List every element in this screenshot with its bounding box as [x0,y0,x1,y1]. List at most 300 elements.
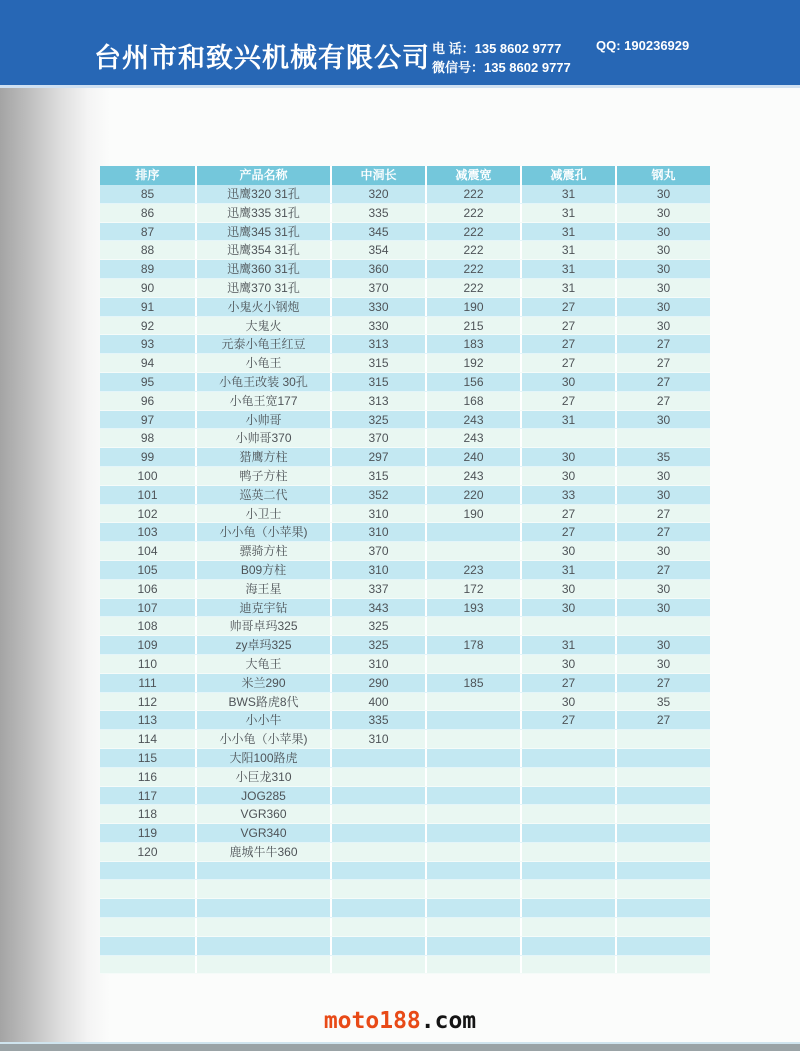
cell-shock-hole: 31 [520,223,615,241]
cell-shock-hole: 31 [520,279,615,297]
table-row [100,241,710,260]
table-row [100,505,710,524]
cell-shock-width: 178 [425,636,520,654]
cell-product-name: 鹿城牛牛360 [195,843,330,861]
cell-steel-pellet: 30 [615,317,710,335]
cell-steel-pellet: 30 [615,580,710,598]
cell-rank: 96 [140,393,155,408]
cell-rank: 113 [137,713,158,728]
cell-rank: 103 [137,525,158,540]
cell-shock-hole [520,862,615,880]
cell-steel-pellet: 27 [615,561,710,579]
cell-mid-hole-length: 325 [330,411,425,429]
cell-mid-hole-length [330,749,425,767]
column-header-shock-width: 减震宽 [425,166,520,185]
cell-product-name: 迅鹰320 31孔 [195,185,330,203]
cell-product-name: 迅鹰354 31孔 [195,241,330,259]
cell-steel-pellet: 30 [615,636,710,654]
table-row [100,486,710,505]
cell-shock-hole: 31 [520,636,615,654]
cell-rank: 86 [140,205,155,220]
cell-rank: 101 [137,487,158,502]
cell-shock-width: 185 [425,674,520,692]
cell-shock-hole [520,824,615,842]
cell-product-name [195,937,330,955]
cell-product-name: 大鬼火 [195,317,330,335]
cell-mid-hole-length [330,899,425,917]
cell-steel-pellet: 35 [615,693,710,711]
table-row [100,467,710,486]
cell-shock-hole [520,768,615,786]
cell-mid-hole-length: 360 [330,260,425,278]
cell-shock-width [425,787,520,805]
cell-mid-hole-length: 345 [330,223,425,241]
cell-steel-pellet [615,730,710,748]
cell-shock-hole: 31 [520,260,615,278]
cell-shock-hole [520,730,615,748]
column-header-steel-pellet: 钢丸 [615,166,710,185]
site-name-text[interactable]: moto188 [323,1008,421,1034]
cell-shock-hole [520,918,615,936]
cell-product-name: B09方柱 [195,561,330,579]
cell-product-name: 小巨龙310 [195,768,330,786]
cell-mid-hole-length [330,862,425,880]
cell-rank: 98 [140,431,155,446]
cell-product-name: 小帅哥 [195,411,330,429]
table-row [100,279,710,298]
cell-shock-hole: 30 [520,599,615,617]
cell-rank: 88 [140,243,155,258]
cell-product-name: 海王星 [195,580,330,598]
cell-steel-pellet: 30 [615,542,710,560]
cell-mid-hole-length: 313 [330,392,425,410]
cell-shock-hole [520,787,615,805]
cell-shock-width: 190 [425,505,520,523]
table-row [100,298,710,317]
cell-rank: 106 [137,581,158,596]
cell-mid-hole-length: 320 [330,185,425,203]
cell-shock-hole [520,899,615,917]
cell-shock-hole: 27 [520,298,615,316]
bottom-edge-strip [0,1042,800,1051]
cell-product-name: 迪克宇钻 [195,599,330,617]
cell-rank: 94 [140,356,155,371]
cell-rank: 97 [140,412,155,427]
cell-mid-hole-length: 370 [330,542,425,560]
cell-mid-hole-length [330,937,425,955]
cell-steel-pellet [615,843,710,861]
cell-mid-hole-length [330,768,425,786]
wechat-number: 微信号：135 8602 9777 [432,60,571,75]
cell-product-name: 小小牛 [195,711,330,729]
cell-steel-pellet [615,768,710,786]
cell-mid-hole-length: 400 [330,693,425,711]
cell-product-name: 迅鹰345 31孔 [195,223,330,241]
cell-mid-hole-length: 315 [330,354,425,372]
cell-rank: 111 [138,675,157,690]
cell-product-name: VGR340 [195,824,330,842]
cell-mid-hole-length: 313 [330,335,425,353]
cell-shock-hole: 27 [520,523,615,541]
cell-steel-pellet [615,937,710,955]
cell-shock-hole: 31 [520,241,615,259]
cell-rank: 91 [140,299,155,314]
cell-product-name [195,880,330,898]
cell-steel-pellet: 30 [615,599,710,617]
table-row [100,749,710,768]
cell-steel-pellet: 30 [615,260,710,278]
cell-mid-hole-length: 370 [330,429,425,447]
cell-shock-width: 192 [425,354,520,372]
cell-steel-pellet: 30 [615,204,710,222]
cell-mid-hole-length: 343 [330,599,425,617]
cell-mid-hole-length [330,956,425,974]
cell-shock-hole [520,843,615,861]
cell-mid-hole-length [330,805,425,823]
cell-product-name: VGR360 [195,805,330,823]
cell-rank: 119 [137,826,158,841]
cell-steel-pellet [615,880,710,898]
cell-steel-pellet: 27 [615,373,710,391]
column-header-shock-hole: 减震孔 [520,166,615,185]
cell-mid-hole-length: 335 [330,204,425,222]
cell-shock-hole: 30 [520,580,615,598]
cell-steel-pellet: 30 [615,223,710,241]
site-watermark[interactable] [0,1008,800,1034]
cell-shock-hole: 33 [520,486,615,504]
cell-rank: 89 [140,262,155,277]
table-row [100,185,710,204]
cell-shock-hole: 31 [520,185,615,203]
cell-rank: 104 [137,544,158,559]
cell-steel-pellet: 27 [615,674,710,692]
cell-rank: 100 [137,468,158,483]
table-row [100,411,710,430]
cell-shock-hole: 27 [520,505,615,523]
table-row [100,674,710,693]
table-row [100,599,710,618]
cell-shock-hole [520,937,615,955]
column-header-mid-hole-length: 中洞长 [330,166,425,185]
cell-rank: 92 [140,318,155,333]
cell-shock-width: 223 [425,561,520,579]
site-tld-text[interactable]: .com [420,1008,477,1034]
cell-shock-width [425,918,520,936]
cell-shock-width [425,730,520,748]
table-row [100,918,710,937]
cell-product-name: 鸭子方柱 [195,467,330,485]
cell-shock-hole [520,880,615,898]
cell-steel-pellet: 27 [615,711,710,729]
cell-steel-pellet: 30 [615,467,710,485]
cell-product-name: 小龟王改装 30孔 [195,373,330,391]
cell-shock-width: 243 [425,429,520,447]
cell-product-name: 小卫士 [195,505,330,523]
product-spec-table [100,166,710,974]
table-row [100,937,710,956]
cell-shock-hole: 30 [520,373,615,391]
cell-mid-hole-length [330,787,425,805]
cell-shock-width [425,711,520,729]
cell-shock-hole [520,805,615,823]
cell-product-name: 迅鹰370 31孔 [195,279,330,297]
cell-shock-hole: 31 [520,561,615,579]
cell-rank: 112 [137,694,158,709]
cell-rank: 95 [140,374,155,389]
cell-steel-pellet [615,824,710,842]
table-row [100,956,710,975]
table-row [100,392,710,411]
table-row [100,561,710,580]
table-row [100,787,710,806]
cell-product-name: 迅鹰360 31孔 [195,260,330,278]
cell-product-name: 小小龟（小苹果) [195,523,330,541]
cell-product-name: 骠骑方柱 [195,542,330,560]
cell-product-name: 迅鹰335 31孔 [195,204,330,222]
cell-shock-width [425,542,520,560]
table-row [100,580,710,599]
table-row [100,223,710,242]
cell-shock-hole: 27 [520,317,615,335]
cell-rank: 90 [140,280,155,295]
cell-shock-hole: 30 [520,542,615,560]
cell-rank [100,937,195,955]
table-row [100,204,710,223]
cell-shock-hole: 31 [520,411,615,429]
cell-shock-width [425,880,520,898]
cell-rank [100,862,195,880]
cell-mid-hole-length: 330 [330,317,425,335]
cell-steel-pellet: 30 [615,411,710,429]
cell-steel-pellet [615,617,710,635]
cell-product-name [195,956,330,974]
cell-mid-hole-length: 354 [330,241,425,259]
cell-shock-width: 220 [425,486,520,504]
cell-mid-hole-length [330,918,425,936]
cell-product-name: BWS路虎8代 [195,693,330,711]
cell-steel-pellet: 30 [615,185,710,203]
top-banner [0,0,800,88]
cell-rank: 93 [140,337,155,352]
cell-mid-hole-length: 315 [330,373,425,391]
cell-steel-pellet [615,805,710,823]
cell-product-name: 帅哥卓玛325 [195,617,330,635]
cell-rank: 120 [137,844,158,859]
cell-shock-width: 222 [425,223,520,241]
cell-mid-hole-length: 310 [330,523,425,541]
table-row [100,617,710,636]
cell-rank [100,899,195,917]
cell-rank: 110 [137,656,158,671]
cell-product-name [195,899,330,917]
cell-steel-pellet: 30 [615,655,710,673]
cell-shock-width [425,749,520,767]
cell-steel-pellet: 27 [615,392,710,410]
cell-product-name: 小小龟（小苹果) [195,730,330,748]
table-row [100,824,710,843]
cell-rank: 107 [137,600,158,615]
cell-steel-pellet: 27 [615,335,710,353]
cell-shock-width [425,655,520,673]
cell-shock-hole [520,617,615,635]
cell-shock-width: 222 [425,260,520,278]
cell-rank: 109 [137,638,158,653]
column-header-rank: 排序 [135,168,160,182]
cell-shock-hole: 27 [520,335,615,353]
cell-shock-width: 222 [425,279,520,297]
cell-shock-width: 222 [425,241,520,259]
cell-steel-pellet [615,918,710,936]
table-row [100,373,710,392]
cell-shock-width [425,617,520,635]
cell-shock-width: 222 [425,185,520,203]
cell-mid-hole-length: 310 [330,561,425,579]
table-row [100,843,710,862]
table-row [100,354,710,373]
cell-steel-pellet: 30 [615,241,710,259]
table-row [100,429,710,448]
table-row [100,693,710,712]
cell-steel-pellet: 30 [615,486,710,504]
cell-rank: 115 [137,750,158,765]
table-row [100,899,710,918]
cell-product-name [195,918,330,936]
table-row [100,636,710,655]
cell-shock-width: 168 [425,392,520,410]
cell-product-name: 猎鹰方柱 [195,448,330,466]
cell-rank: 102 [137,506,158,521]
cell-product-name: 小龟王 [195,354,330,372]
cell-shock-hole [520,429,615,447]
column-header-product-name: 产品名称 [195,166,330,185]
cell-steel-pellet: 35 [615,448,710,466]
cell-mid-hole-length: 352 [330,486,425,504]
cell-mid-hole-length: 297 [330,448,425,466]
cell-shock-width: 156 [425,373,520,391]
cell-rank: 118 [137,807,158,822]
table-row [100,448,710,467]
cell-mid-hole-length [330,843,425,861]
cell-shock-width [425,843,520,861]
cell-product-name: 大龟王 [195,655,330,673]
cell-shock-width [425,824,520,842]
cell-mid-hole-length: 337 [330,580,425,598]
cell-shock-hole: 30 [520,448,615,466]
cell-rank: 114 [137,732,158,747]
cell-shock-width: 183 [425,335,520,353]
cell-shock-hole: 30 [520,693,615,711]
cell-shock-width: 193 [425,599,520,617]
cell-rank: 99 [140,450,155,465]
cell-steel-pellet [615,956,710,974]
cell-steel-pellet [615,749,710,767]
cell-product-name: 小龟王宽177 [195,392,330,410]
cell-shock-width [425,862,520,880]
cell-mid-hole-length: 310 [330,655,425,673]
cell-shock-hole: 30 [520,655,615,673]
company-name: 台州市和致兴机械有限公司 [94,43,430,73]
cell-steel-pellet: 27 [615,354,710,372]
table-row [100,542,710,561]
table-row [100,523,710,542]
cell-mid-hole-length: 335 [330,711,425,729]
cell-shock-width [425,937,520,955]
cell-shock-hole [520,956,615,974]
table-row [100,862,710,881]
table-row [100,768,710,787]
cell-mid-hole-length: 290 [330,674,425,692]
cell-steel-pellet [615,862,710,880]
cell-mid-hole-length: 330 [330,298,425,316]
cell-shock-hole: 27 [520,392,615,410]
cell-shock-hole: 27 [520,354,615,372]
product-table-body [100,185,710,974]
cell-shock-width [425,768,520,786]
cell-steel-pellet [615,899,710,917]
cell-shock-hole: 27 [520,674,615,692]
cell-product-name: 小鬼火小钢炮 [195,298,330,316]
cell-product-name: 大阳100路虎 [195,749,330,767]
qq-number: QQ: 190236929 [596,38,690,53]
cell-steel-pellet: 27 [615,505,710,523]
table-row [100,880,710,899]
cell-rank: 108 [137,619,158,634]
cell-rank [100,880,195,898]
table-row [100,317,710,336]
cell-steel-pellet: 30 [615,279,710,297]
cell-shock-width: 222 [425,204,520,222]
table-row [100,655,710,674]
cell-shock-width: 190 [425,298,520,316]
table-header-row [100,166,710,185]
cell-mid-hole-length: 325 [330,617,425,635]
cell-rank: 105 [137,562,158,577]
table-row [100,711,710,730]
page-fold-shadow [0,88,110,1043]
cell-product-name: 元泰小龟王红豆 [195,335,330,353]
cell-product-name [195,862,330,880]
cell-shock-hole: 27 [520,711,615,729]
cell-shock-hole: 31 [520,204,615,222]
cell-steel-pellet: 27 [615,523,710,541]
cell-rank: 85 [140,187,155,201]
cell-mid-hole-length: 315 [330,467,425,485]
cell-product-name: 米兰290 [195,674,330,692]
table-row [100,335,710,354]
cell-steel-pellet: 30 [615,298,710,316]
cell-steel-pellet [615,787,710,805]
phone-number: 电 话：135 8602 9777 [432,41,562,56]
cell-rank [100,918,195,936]
cell-mid-hole-length [330,880,425,898]
cell-product-name: zy卓玛325 [195,636,330,654]
cell-product-name: 小帅哥370 [195,429,330,447]
cell-shock-width: 243 [425,411,520,429]
cell-mid-hole-length: 310 [330,730,425,748]
cell-mid-hole-length: 370 [330,279,425,297]
cell-shock-width [425,693,520,711]
cell-shock-width: 172 [425,580,520,598]
cell-shock-width [425,805,520,823]
cell-shock-width: 243 [425,467,520,485]
cell-mid-hole-length: 310 [330,505,425,523]
table-row [100,730,710,749]
table-row [100,260,710,279]
cell-shock-width: 215 [425,317,520,335]
cell-steel-pellet [615,429,710,447]
table-row [100,805,710,824]
cell-shock-width [425,956,520,974]
